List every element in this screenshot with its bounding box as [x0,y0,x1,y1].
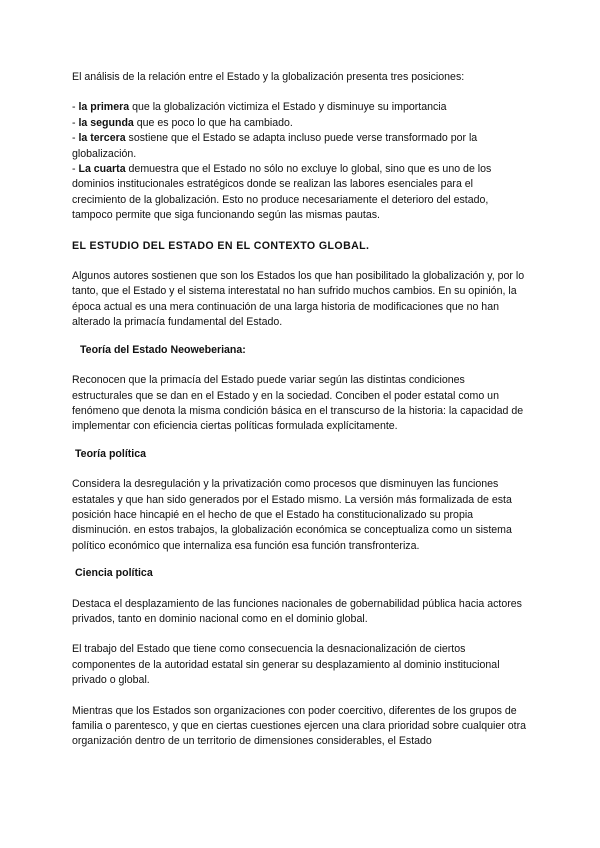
teoria-politica-paragraph: Considera la desregulación y la privatización como procesos que disminuyen las funciones estatales y que han sido generados por el Estado mismo. La versión más formalizada de esta posición hace hincapié en el hecho de que el Estado ha constitucionalizado su propia disminución. en estos trabajos, la globalización económica se conceptualiza como un sistema político económico que internaliza esa función esa función transfronteriza. [72,478,512,552]
section-heading: EL ESTUDIO DEL ESTADO EN EL CONTEXTO GLOBAL. [72,239,370,252]
section-paragraph: Algunos autores sostienen que son los Estados los que han posibilitado la globalización y, por lo tanto, que el Estado y el sistema interestatal no han sufrido muchos cambios. En su opinión, la época actual es una mera continuación de una larga historia de modificaciones que no han alterado la primacía fundamental del Estado. [72,270,525,329]
ciencia-politica-paragraph-2: El trabajo del Estado que tiene como consecuencia la desnacionalización de ciertos componentes de la autoridad estatal sin generar su desplazamiento al dominio institucional privado o global. [72,643,500,687]
position-item: - la segunda que es poco lo que ha cambiado. [72,116,293,129]
ciencia-politica-paragraph-3: Mientras que los Estados son organizaciones con poder coercitivo, diferentes de los grupos de familia o parentesco, y que en ciertas cuestiones ejercen una clara prioridad sobre cualquier otra organización dentro de un territorio de dimensiones considerables, el Estado [72,704,527,748]
ciencia-politica-heading: Ciencia política [75,567,153,580]
teoria-politica-heading: Teoría política [75,447,147,460]
position-item: - la tercera sostiene que el Estado se adapta incluso puede verse transformado por la globalización. [72,132,478,160]
neoweberiana-heading: Teoría del Estado Neoweberiana: [80,343,246,356]
ciencia-politica-paragraph-1: Destaca el desplazamiento de las funciones nacionales de gobernabilidad pública hacia actores privados, tanto en dominio nacional como en el dominio global. [72,597,522,625]
intro-paragraph: El análisis de la relación entre el Estado y la globalización presenta tres posiciones: [72,71,465,83]
position-item: - la primera que la globalización victimiza el Estado y disminuye su importancia [72,101,447,114]
document-body [72,70,528,750]
neoweberiana-paragraph: Reconocen que la primacía del Estado puede variar según las distintas condiciones estructurales que se dan en el Estado y en la sociedad. Conciben el poder estatal como un fenómeno que denota la misma condición básica en el transcurso de la historia: la capacidad de implementar con eficiencia ciertas políticas formulada explícitamente. [72,374,524,433]
position-item: - La cuarta demuestra que el Estado no sólo no excluye lo global, sino que es uno de los dominios institucionales estratégicos donde se realizan las labores esenciales para el crecimiento de la globalización. Esto no produce necesariamente el deterioro del estado, tampoco permite que siga funcionando según las mismas pautas. [72,163,492,222]
